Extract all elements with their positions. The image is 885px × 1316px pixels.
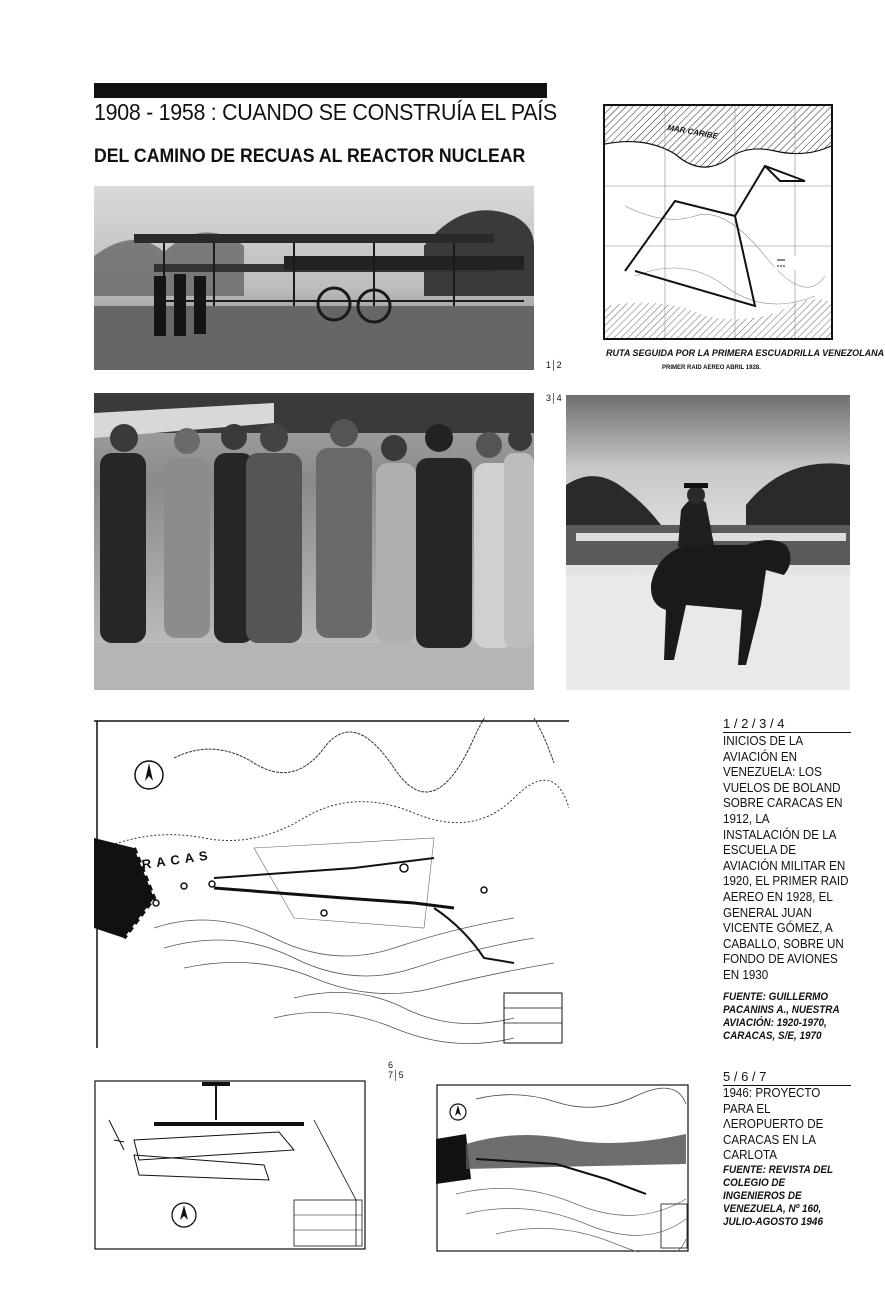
caption-heading-5-7: 5 / 6 / 7 (723, 1069, 851, 1086)
route-map-subcaption: PRIMER RAID AEREO ABRIL 1928. (662, 365, 761, 371)
photo-horseman (566, 395, 850, 690)
page-title: 1908 - 1958 : CUANDO SE CONSTRUÍA EL PAÍS (94, 99, 557, 125)
photo-marker-1-2: 1│2 (546, 360, 562, 370)
site-map-caracas (94, 718, 569, 1048)
airport-plan (94, 1080, 366, 1250)
city-label: CARACAS (112, 847, 214, 876)
photo-aviators-group (94, 393, 534, 690)
header-rule (94, 83, 547, 98)
photo-marker-5-6-7: 6 7│5 (388, 1060, 404, 1080)
route-map (603, 104, 833, 340)
photo-biplane (94, 186, 534, 370)
caption-text-1-4: INICIOS DE LA AVIACIÓN EN VENEZUELA: LOS VUELOS DE BOLAND SOBRE CARACAS EN 1912, LA INSTALACIÓN DE LA ESCUELA DE AVIACIÓN MILITAR EN 1920, EL PRIMER RAID AEREO EN 1928, EL GENERAL JUAN VICENTE GÓMEZ, A CABALLO, SOBRE UN FONDO DE AVIONES EN 1930 (723, 734, 849, 982)
page-subtitle: DEL CAMINO DE RECUAS AL REACTOR NUCLEAR (94, 146, 526, 167)
sea-label: MAR CARIBE (666, 123, 719, 141)
caption-source-1-4: FUENTE: GUILLERMO PACANINS A., NUESTRA AVIACIÓN: 1920-1970, CARACAS, S/E, 1970 (723, 991, 840, 1042)
caption-text-5-7: 1946: PROYECTO PARA EL ΛEROPUERTO DE CARACAS EN LA CARLOTA (723, 1086, 824, 1163)
route-map-caption: RUTA SEGUIDA POR LA PRIMERA ESCUADRILLA VENEZOLANA (606, 348, 885, 358)
photo-marker-3-4: 3│4 (546, 393, 562, 403)
caption-source-5-7: FUENTE: REVISTA DEL COLEGIO DE INGENIEROS DE VENEZUELA, Nº 160, JULIO-AGOSTO 1946 (723, 1164, 833, 1228)
caption-heading-1-4: 1 / 2 / 3 / 4 (723, 716, 851, 733)
site-map-small (436, 1084, 689, 1252)
